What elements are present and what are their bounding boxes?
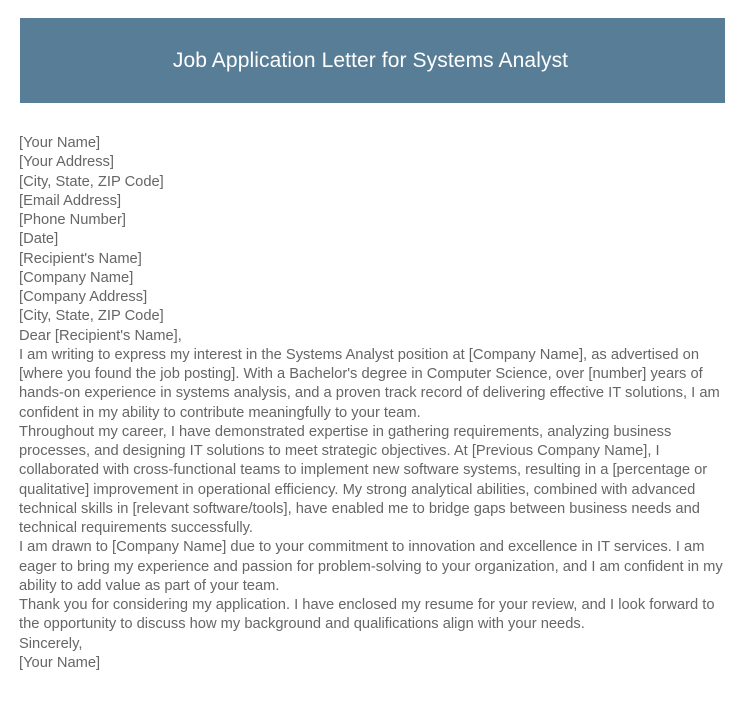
body-paragraph-1: I am writing to express my interest in the Systems Analyst position at [Company Name], as advertised on [where you found the job posting]. With a Bachelor's degree in Computer Science, over [number] years of hands-on experience in systems analysis, and a proven track record of delivering effective IT solutions, I am confident in my ability to contribute meaningfully to your team. <box>19 346 720 421</box>
body-paragraph-3: I am drawn to [Company Name] due to your commitment to innovation and excellence in IT services. I am eager to bring my experience and passion for problem-solving to your organization, and I am confident in my ability to add value as part of your team. <box>19 539 723 594</box>
sender-line: [Your Name] <box>19 135 101 151</box>
letter-body <box>19 134 726 673</box>
signature-name: [Your Name] <box>19 654 101 671</box>
recipient-line: [Recipient's Name] <box>19 250 142 267</box>
sender-line: [Email Address] <box>19 192 122 209</box>
closing-block <box>19 635 726 674</box>
recipient-line: [Company Name] <box>19 269 134 286</box>
sender-line: [City, State, ZIP Code] <box>19 173 164 190</box>
salutation-block <box>19 327 726 346</box>
sender-line: [Your Address] <box>19 154 114 171</box>
recipient-address-block <box>19 250 726 327</box>
salutation: Dear [Recipient's Name], <box>19 327 182 344</box>
closing-line: Sincerely, <box>19 635 83 652</box>
sender-line: [Phone Number] <box>19 212 126 228</box>
recipient-line: [City, State, ZIP Code] <box>19 308 164 325</box>
recipient-line: [Company Address] <box>19 289 148 305</box>
body-paragraph-4: Thank you for considering my application. I have enclosed my resume for your review, and I look forward to the opportunity to discuss how my background and qualifications align with your needs. <box>19 597 715 633</box>
page-title: Job Application Letter for Systems Analyst <box>172 48 569 72</box>
date-block <box>19 230 726 249</box>
sender-address-block <box>19 134 726 230</box>
letter-header-bar <box>20 18 725 103</box>
date-line: [Date] <box>19 231 59 248</box>
body-paragraph-2: Throughout my career, I have demonstrated expertise in gathering requirements, analyzing business processes, and designing IT solutions to meet strategic objectives. At [Previous Company Name], I collaborated with cross-functional teams to implement new software systems, resulting in a [percentage or qualitative] improvement in operational efficiency. My strong analytical abilities, combined with advanced technical skills in [relevant software/tools], have enabled me to bridge gaps between business needs and technical requirements successfully. <box>19 423 708 536</box>
